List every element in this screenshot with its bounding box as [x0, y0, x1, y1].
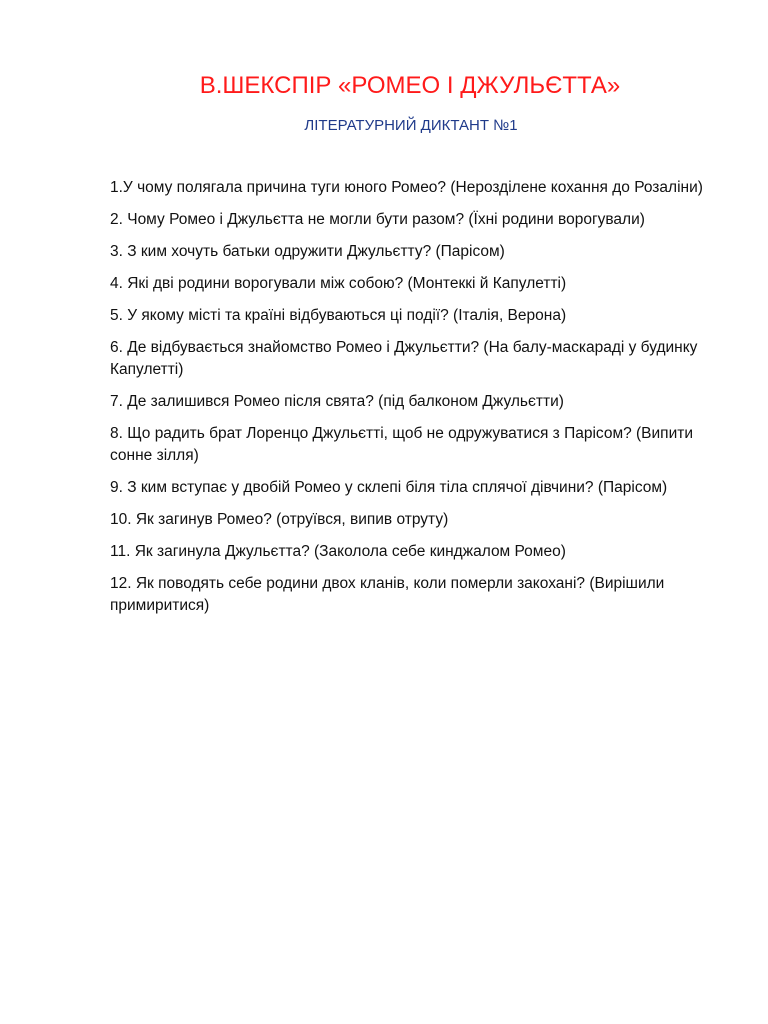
question-list [110, 177, 710, 627]
question-item: 2. Чому Ромео і Джульєтта не могли бути разом? (Їхні родини ворогували) [110, 211, 645, 228]
document-subtitle: ЛІТЕРАТУРНИЙ ДИКТАНТ №1 [304, 117, 518, 134]
question-item: 7. Де залишився Ромео після свята? (під балконом Джульєтти) [110, 393, 564, 410]
question-item: 1.У чому полягала причина туги юного Ромео? (Нерозділене кохання до Розаліни) [110, 179, 703, 196]
question-item: 6. Де відбувається знайомство Ромео і Джульєтти? (На балу-маскараді у будинку Капулетті) [110, 339, 698, 378]
question-item: 9. З ким вступає у двобій Ромео у склепі біля тіла сплячої дівчини? (Парісом) [110, 479, 668, 496]
question-item: 12. Як поводять себе родини двох кланів, коли померли закохані? (Вирішили примиритися) [110, 575, 665, 614]
question-item: 4. Які дві родини ворогували між собою? (Монтеккі й Капулетті) [110, 275, 567, 292]
question-item: 5. У якому місті та країні відбуваються ці події? (Італія, Верона) [110, 307, 567, 324]
question-item: 3. З ким хочуть батьки одружити Джульєтту? (Парісом) [110, 243, 505, 260]
document-title: В.ШЕКСПІР «РОМЕО І ДЖУЛЬЄТТА» [199, 72, 621, 99]
question-item: 11. Як загинула Джульєтта? (Заколола себе кинджалом Ромео) [110, 543, 566, 560]
question-item: 10. Як загинув Ромео? (отруївся, випив отруту) [110, 511, 449, 528]
question-item: 8. Що радить брат Лоренцо Джульєтті, щоб не одружуватися з Парісом? (Випити сонне зілля) [110, 425, 693, 464]
